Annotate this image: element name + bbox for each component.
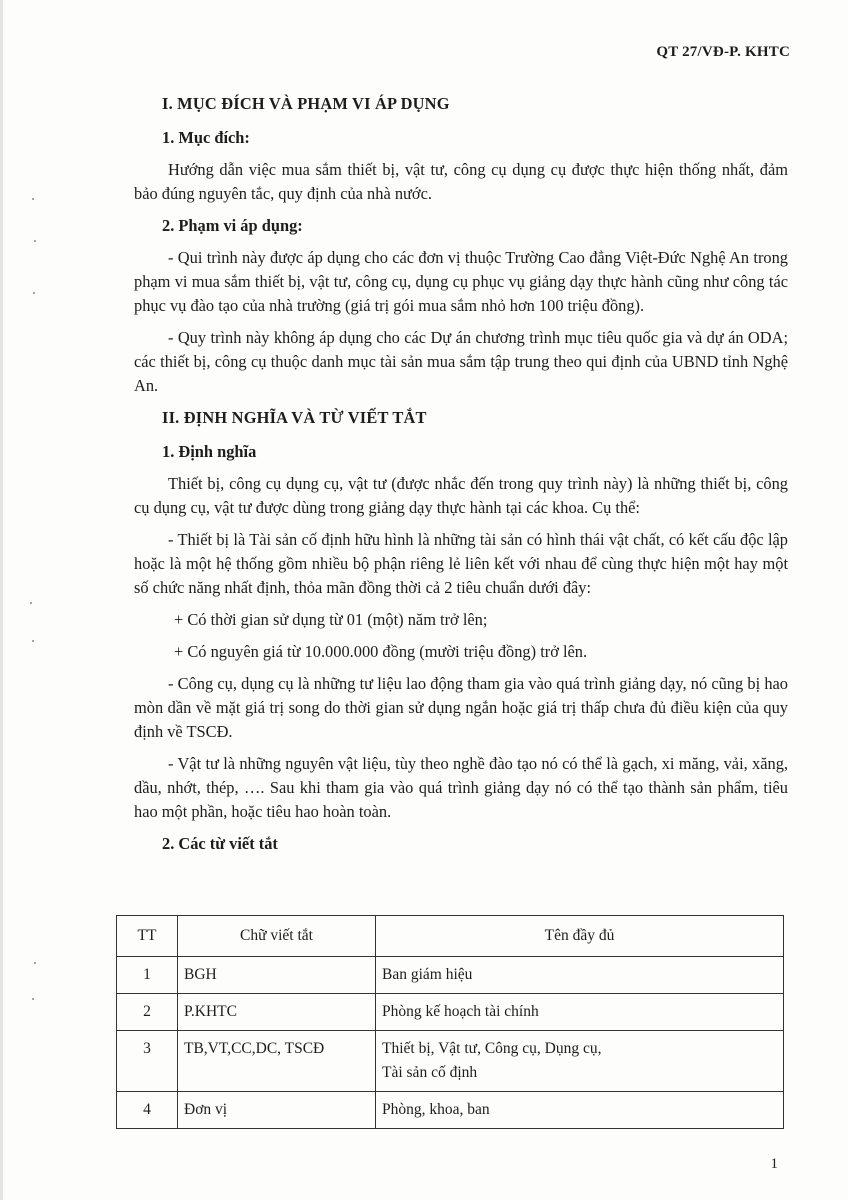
section-heading: I. MỤC ĐÍCH VÀ PHẠM VI ÁP DỤNG bbox=[162, 94, 450, 113]
scan-edge bbox=[0, 0, 3, 1200]
column-header: Tên đầy đủ bbox=[376, 916, 784, 957]
cell-full-name bbox=[376, 1031, 784, 1092]
paragraph: - Công cụ, dụng cụ là những tư liệu lao động tham gia vào quá trình giảng dạy, nó cũng bị hao mòn dần về mặt giá trị song do thời gian sử dụng ngắn hoặc giá trị thấp chưa đủ điều kiện của quy định về TSCĐ. bbox=[134, 674, 788, 741]
scan-speck bbox=[32, 640, 34, 642]
column-header: Chữ viết tắt bbox=[178, 916, 376, 957]
table-header-row bbox=[117, 916, 784, 957]
table-row bbox=[117, 1031, 784, 1092]
cell-abbreviation: P.KHTC bbox=[178, 994, 376, 1031]
document-code: QT 27/VĐ-P. KHTC bbox=[656, 44, 790, 60]
subsection-heading: 1. Định nghĩa bbox=[162, 442, 257, 461]
paragraph: Hướng dẫn việc mua sắm thiết bị, vật tư, công cụ dụng cụ được thực hiện thống nhất, đảm bảo đúng nguyên tắc, quy định của nhà nước. bbox=[134, 160, 788, 203]
section-heading: II. ĐỊNH NGHĨA VÀ TỪ VIẾT TẮT bbox=[162, 408, 427, 427]
document-body bbox=[134, 92, 788, 864]
scan-speck bbox=[34, 240, 36, 242]
cell-index: 1 bbox=[117, 957, 178, 994]
abbreviation-table bbox=[116, 915, 784, 1129]
scan-speck bbox=[30, 602, 32, 604]
cell-abbreviation: TB,VT,CC,DC, TSCĐ bbox=[178, 1031, 376, 1092]
scan-speck bbox=[33, 292, 35, 294]
cell-full-name: Phòng kế hoạch tài chính bbox=[376, 994, 784, 1031]
page-number: 1 bbox=[770, 1156, 778, 1172]
cell-full-name-line: Tài sản cố định bbox=[382, 1064, 478, 1081]
scan-speck bbox=[32, 998, 34, 1000]
cell-full-name-line: Thiết bị, Vật tư, Công cụ, Dụng cụ, bbox=[382, 1040, 602, 1057]
column-header: TT bbox=[117, 916, 178, 957]
cell-full-name: Ban giám hiệu bbox=[376, 957, 784, 994]
criteria-item: + Có thời gian sử dụng từ 01 (một) năm trở lên; bbox=[174, 610, 488, 629]
paragraph: Thiết bị, công cụ dụng cụ, vật tư (được nhắc đến trong quy trình này) là những thiết bị, công cụ dụng cụ, vật tư được dùng trong giảng dạy thực hành tại các khoa. Cụ thể: bbox=[134, 474, 788, 517]
paragraph: - Vật tư là những nguyên vật liệu, tùy theo nghề đào tạo nó có thể là gạch, xi măng, vải, xăng, dầu, nhớt, thép, …. Sau khi tham gia vào quá trình giảng dạy nó có thể tạo thành sản phẩm, tiêu hao một phần, hoặc tiêu hao hoàn toàn. bbox=[134, 754, 788, 821]
cell-abbreviation: Đơn vị bbox=[178, 1092, 376, 1129]
subsection-heading: 1. Mục đích: bbox=[162, 128, 250, 147]
cell-index: 3 bbox=[117, 1031, 178, 1092]
table-row bbox=[117, 957, 784, 994]
table-row bbox=[117, 994, 784, 1031]
cell-full-name: Phòng, khoa, ban bbox=[376, 1092, 784, 1129]
cell-index: 4 bbox=[117, 1092, 178, 1129]
criteria-item: + Có nguyên giá từ 10.000.000 đồng (mười triệu đồng) trở lên. bbox=[174, 642, 588, 661]
paragraph: - Quy trình này không áp dụng cho các Dự án chương trình mục tiêu quốc gia và dự án ODA; các thiết bị, công cụ thuộc danh mục tài sản mua sắm tập trung theo qui định của UBND tỉnh Nghệ An. bbox=[134, 328, 788, 395]
table-row bbox=[117, 1092, 784, 1129]
cell-abbreviation: BGH bbox=[178, 957, 376, 994]
subsection-heading: 2. Các từ viết tắt bbox=[162, 834, 278, 853]
paragraph: - Thiết bị là Tài sản cố định hữu hình là những tài sản có hình thái vật chất, có kết cấu độc lập hoặc là một hệ thống gồm nhiều bộ phận riêng lẻ liên kết với nhau để cùng thực hiện một hay một số chức năng nhất định, thỏa mãn đồng thời cả 2 tiêu chuẩn dưới đây: bbox=[134, 530, 788, 597]
cell-index: 2 bbox=[117, 994, 178, 1031]
scan-speck bbox=[32, 198, 34, 200]
scan-speck bbox=[34, 962, 36, 964]
paragraph: - Qui trình này được áp dụng cho các đơn vị thuộc Trường Cao đẳng Việt-Đức Nghệ An trong phạm vi mua sắm thiết bị, vật tư, công cụ, dụng cụ phục vụ giảng dạy thực hành cũng như công tác phục vụ đào tạo của nhà trường (giá trị gói mua sắm nhỏ hơn 100 triệu đồng). bbox=[134, 248, 788, 315]
subsection-heading: 2. Phạm vi áp dụng: bbox=[162, 216, 303, 235]
